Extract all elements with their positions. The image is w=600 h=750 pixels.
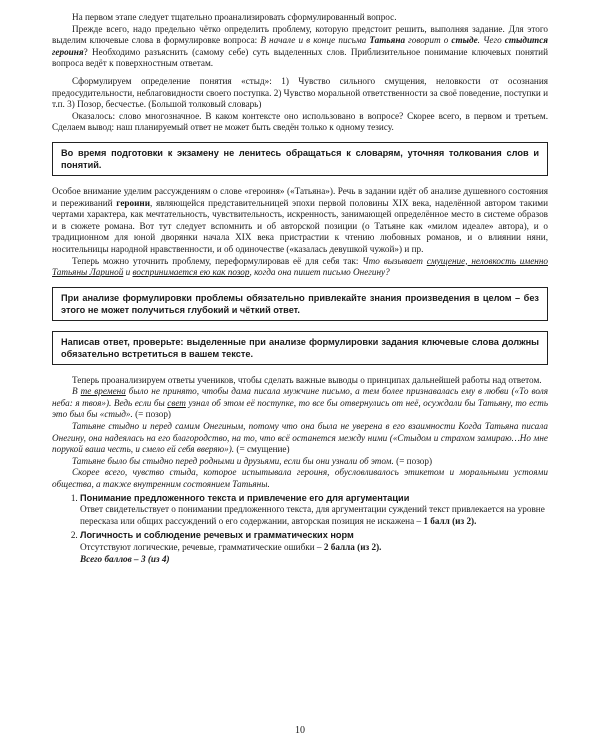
- criterion-text: Отсутствуют логические, речевые, грамматические ошибки –: [80, 542, 324, 552]
- answer-text: Татьяне было бы стыдно перед родными и друзьями, если бы они узнали об этом.: [72, 455, 394, 466]
- page-number: 10: [295, 725, 305, 736]
- criterion-heading: Понимание предложенного текста и привлечение его для аргументации: [80, 492, 410, 503]
- student-answer-4: Скорее всего, чувство стыда, которое испытывала героиня, обусловливалось этикетом и моральными устоями общества, а также внутренним состоянием Татьяны.: [52, 467, 548, 490]
- criterion-heading: Логичность и соблюдение речевых и грамматических норм: [80, 530, 354, 541]
- criteria-list: [52, 493, 548, 566]
- problem-italic: , когда она пишет письмо Онегину?: [249, 267, 390, 278]
- problem-underlined: смущение, неловкость именно Татьяны Лариной: [52, 255, 548, 278]
- tip-box-knowledge: [52, 287, 548, 321]
- tip-text: Написав ответ, проверьте: выделенные при анализе формулировки задания ключевые слова должны обязательно встретиться в вашем тексте.: [61, 336, 539, 359]
- intro-paragraph-2: [52, 24, 548, 70]
- answer-text: В: [72, 386, 81, 397]
- intro-text: Прежде всего, надо предельно чётко определить проблему, которую предстоит решить, выполняя задание. Для этого выделим ключевые слова в формулировке вопроса:: [52, 23, 548, 46]
- answer-text: узнал об этом её поступке, то все бы отвернулись от неё, осуждали бы Татьяну, то есть это был бы «стыд».: [52, 397, 549, 420]
- hero-text: , являющейся представительницей эпохи первой половины XIX века, наделённой автором такими чертами характера, как мечтательность, чувствительность, искренность, занимающей определённое место в системе образов и в сюжете романа. Вот тут следует вспомнить и об авторской позиции (о Татьяне как «милом идеале» автора), и о традиционном для юной дворянки начала XIX века пристрастии к чтению любовных романов, и о влиянии няни, носительницы народной нравственности, и об одиночестве («казалась девушкой чужой») и пр.: [52, 197, 548, 254]
- student-answer-1: [52, 386, 548, 421]
- tip-box-dictionary: [52, 142, 548, 176]
- answer-text: Татьяне стыдно и перед самим Онегиным, потому что она была не уверена в его взаимности Когда Татьяна писала Онегину, она надеялась на его благородство, на то, что всё останется между ними («Стыдом и страхом замираю…Но мне порукой ваша честь, и смело ей себя вверяю»).: [52, 421, 548, 455]
- problem-paragraph: [52, 256, 548, 279]
- criterion-2: [80, 530, 548, 565]
- total-score: Всего баллов – 3 (из 4): [80, 553, 170, 564]
- hero-keyword: героини: [116, 197, 150, 208]
- problem-italic: Что вызывает: [362, 255, 427, 266]
- keyword-tatyana: Татьяна: [369, 35, 406, 46]
- tip-text: При анализе формулировки проблемы обязательно привлекайте знания произведения в целом – без этого не может получиться глубокий и чёткий ответ.: [61, 292, 539, 315]
- answer-text: было не принято, чтобы дама писала мужчине письмо, а тем более признавалась ему в любви («То воля неба: я твоя»). Ведь если бы: [52, 386, 548, 408]
- keyword-geroinya: стыдится героиня: [52, 35, 549, 57]
- answer-tag: (= позор): [393, 455, 433, 466]
- tip-box-keywords: [52, 331, 548, 365]
- problem-underlined: воспринимается ею как позор: [132, 267, 250, 278]
- problem-italic: и: [123, 267, 133, 278]
- answer-underlined: свет: [167, 397, 186, 408]
- hero-text: Особое внимание уделим рассуждениям о слове «героиня» («Татьяна»). Речь в задании идёт об анализе душевного состояния и переживаний: [52, 185, 548, 208]
- answer-underlined: те времена: [80, 386, 126, 397]
- keyword-phrase: В начале и в конце письма: [260, 35, 370, 46]
- keyword-phrase: говорит о: [405, 35, 452, 46]
- intro-paragraph-1: На первом этапе следует тщательно проанализировать сформулированный вопрос.: [72, 12, 397, 22]
- student-answer-3: [52, 456, 548, 468]
- conclusion-paragraph: Оказалось: слово многозначное. В каком контексте оно использовано в вопросе? Скорее всего, в первом и третьем. Сделаем вывод: наш планируемый ответ не может быть сведён только к одному тезису.: [52, 110, 548, 133]
- hero-paragraph: [52, 186, 548, 256]
- answer-tag: (= смущение): [234, 444, 290, 455]
- intro-text: ? Необходимо разъяснить (самому себе) суть выделенных слов. Приблизительное понимание ключевых понятий вопроса ведёт к поверхностным ответам.: [52, 46, 548, 69]
- answer-tag: (= позор): [132, 409, 171, 420]
- keyword-styd: стыде: [451, 35, 478, 46]
- tip-text: Во время подготовки к экзамену не ленитесь обращаться к словарям, уточняя толкования слов и понятий.: [61, 147, 539, 170]
- answers-lead: Теперь проанализируем ответы учеников, чтобы сделать важные выводы о принципах дальнейшей работы над ответом.: [72, 374, 542, 385]
- keyword-phrase: . Чего: [477, 35, 505, 46]
- criterion-text: Ответ свидетельствует о понимании предложенного текста, для аргументации суждений текст привлекается на уровне пересказа или общих рассуждений о его содержании, авторская позиция не искажена –: [80, 504, 545, 526]
- definition-paragraph: Сформулируем определение понятия «стыд»: 1) Чувство сильного смущения, неловкости от осознания предосудительности, неблаговидности своего поступка. 2) Чувство моральной ответственности за своё поведение, поступки и т.п. 3) Позор, бесчестье. (Большой толковый словарь): [52, 75, 548, 110]
- problem-text: Теперь можно уточнить проблему, переформулировав её для себя так:: [72, 255, 363, 266]
- criterion-1: [80, 493, 548, 528]
- student-answer-2: [52, 421, 548, 456]
- criterion-score: 2 балла (из 2).: [323, 542, 382, 552]
- criterion-score: 1 балл (из 2).: [423, 515, 477, 526]
